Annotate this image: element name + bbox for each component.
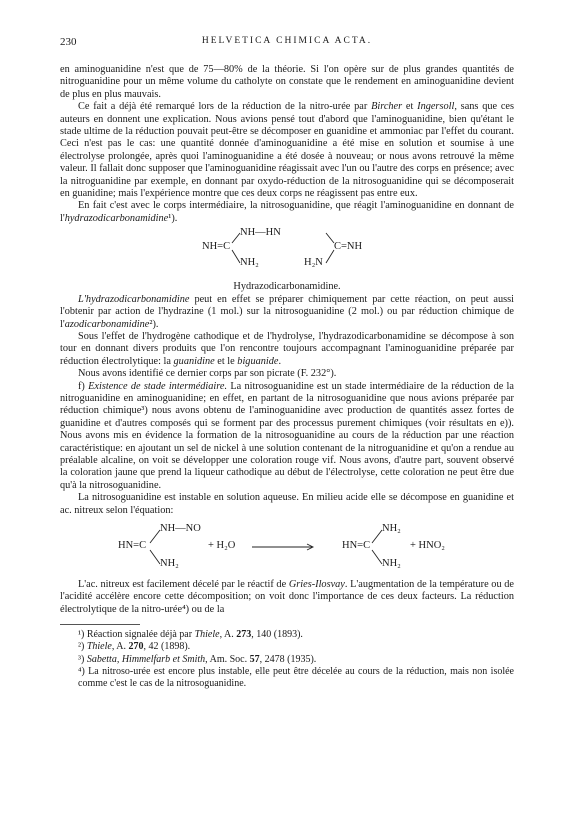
eq-reactant-amine: NH₂ bbox=[160, 558, 179, 569]
paragraph: L'ac. nitreux est facilement décelé par le réactif de Gries-Ilosvay. L'augmentation de la température ou de l'acidité accélère encore cette décomposition; on voit donc l'importance de ces deux facteurs. La réduction électrolytique de la nitro-urée⁴) ou de la bbox=[60, 579, 514, 615]
formula-caption: Hydrazodicarbonamidine. bbox=[233, 281, 341, 293]
eq-nitrous-acid: + HNO₂ bbox=[410, 540, 445, 551]
footnote: ⁴) La nitroso-urée est encore plus instable, elle peut être décelée au cours de la réduction, mais non isolée comme c'est le cas de la nitrosoguanidine. bbox=[78, 665, 514, 690]
paragraph: en aminoguanidine n'est que de 75—80% de la théorie. Si l'on opère sur de plus grandes quantités de nitroguanidine pour un même volume du catholyte on constate que le rendement en aminoguanidine devient de plus en plus mauvais. bbox=[60, 64, 514, 100]
paragraph: f) Existence de stade intermédiaire. La nitrosoguanidine est un stade intermédiaire de la réduction de la nitroguanidine en aminoguanidine; en effet, en partant de la nitrosoguanidine que nous avions préparée par réduction chimique³) nous avons obtenu de l'aminoguanidine avec production de quantités assez fortes de guanidine et d'autres composés qui se forment par des processus purement chimiques (voir résultats en e)). Nous avons mis en évidence la formation de la nitrosoguanidine au cours de la réduction par une réaction caractéristique: en ajoutant un sel de nickel à une solution contenant de la nitroguanidine et qu'on a rendue au préalable alcaline, on voit se développer une coloration rouge vif. Nous avons, d'autre part, souvent observé la coloration jaune que prend la liqueur cathodique au début de l'électrolyse, cette coloration ne peut être due qu'à la nitrosoguanidine. bbox=[60, 380, 514, 491]
footnote: ³) Sabetta, Himmelfarb et Smith, Am. Soc. 57, 2478 (1935). bbox=[78, 653, 317, 665]
structural-formula-hydrazodicarbonamidine bbox=[60, 225, 514, 281]
reagent-name: Gries-Ilosvay bbox=[288, 579, 345, 590]
page bbox=[60, 36, 514, 690]
paragraph: Ce fait a déjà été remarqué lors de la réduction de la nitro-urée par Bircher et Ingersoll, sans que ces auteurs en donnent une explication. Nous avions pensé tout d'abord que l'aminoguanidine, bien qu'étant le stade ultime de la réduction pouvait peut-être se décomposer en guanidine et ammoniac par l'effet du courant. Ceci n'est pas le cas: une quantité donnée d'aminoguanidine a été mise en solution et soumise à une électrolyse prolongée, après quoi l'aminoguanidine a été dosée à nouveau; or nous avons retrouvé la même valeur. Il fallait donc supposer que l'aminoguanidine réagissait avec l'un ou l'autre des corps en présence; avec la nitroguanidine par exemple, en donnant par oxydo-réduction de la nitrosoguanidine qui se décomposerait en guanidine; mais l'expérience montre que ces deux corps ne réagissent pas entre eux. bbox=[60, 101, 514, 200]
compound-name: guanidine bbox=[173, 355, 215, 367]
paragraph: L'hydrazodicarbonamidine peut en effet se préparer chimiquement par cette réaction, on peut aussi l'obtenir par action de l'hydrazine (1 mol.) sur la nitrosoguanidine (2 mol.) ou par réduction chimique de l'azodicarbonamidine²). bbox=[60, 293, 514, 330]
running-header bbox=[60, 36, 514, 52]
article-body bbox=[60, 64, 514, 616]
page-number: 230 bbox=[60, 36, 77, 48]
formula-right-imine: C=NH bbox=[334, 241, 363, 253]
formula-left-imine: NH=C bbox=[202, 241, 231, 253]
paragraph: Nous avons identifié ce dernier corps par son picrate (F. 232°). bbox=[78, 368, 337, 380]
formula-right-amine: H₂N bbox=[304, 257, 323, 269]
compound-name: azodicarbonamidine bbox=[64, 318, 150, 330]
paragraph: En fait c'est avec le corps intermédiaire, la nitrosoguanidine, que réagit l'aminoguanidine en donnant de l'hydrazodicarbonamidine¹). bbox=[60, 200, 514, 224]
journal-title: HELVETICA CHIMICA ACTA. bbox=[201, 36, 373, 46]
eq-water: + H₂O bbox=[208, 540, 236, 551]
paragraph: La nitrosoguanidine est instable en solution aqueuse. En milieu acide elle se décompose en guanidine et ac. nitreux selon l'équation: bbox=[60, 492, 514, 516]
section-title: Existence de stade intermédiaire. bbox=[88, 380, 228, 392]
author-name: Ingersoll bbox=[417, 101, 455, 113]
footnotes bbox=[60, 629, 514, 690]
eq-nitroso-group: NH—NO bbox=[160, 523, 201, 534]
author-name: Bircher bbox=[371, 101, 403, 113]
compound-name: biguanide bbox=[237, 355, 279, 367]
footnote-divider bbox=[60, 624, 140, 625]
eq-product-amine-bottom: NH₂ bbox=[382, 558, 401, 569]
eq-reactant-imine: HN=C bbox=[118, 540, 147, 551]
paragraph: Sous l'effet de l'hydrogène cathodique et de l'hydrolyse, l'hydrazodicarbonamidine se décompose à son tour en donnant divers produits que l'on rencontre toujours accompagnant l'aminoguanidine préparée par réduction électrolytique: la guanidine et le biguanide. bbox=[60, 330, 514, 367]
footnote: ²) Thiele, A. 270, 42 (1898). bbox=[78, 641, 191, 653]
formula-hydrazo-bridge: NH—HN bbox=[240, 227, 281, 239]
decomposition-equation bbox=[60, 519, 514, 577]
eq-product-amine-top: NH₂ bbox=[382, 523, 401, 534]
footnote: ¹) Réaction signalée déjà par Thiele, A. 273, 140 (1893). bbox=[78, 629, 303, 641]
formula-bonds bbox=[60, 225, 514, 281]
compound-name: hydrazodicarbonamidine bbox=[64, 212, 169, 224]
compound-name: L'hydrazodicarbonamidine bbox=[78, 293, 190, 305]
formula-left-amine: NH₂ bbox=[240, 257, 259, 269]
eq-product-imine: HN=C bbox=[342, 540, 371, 551]
